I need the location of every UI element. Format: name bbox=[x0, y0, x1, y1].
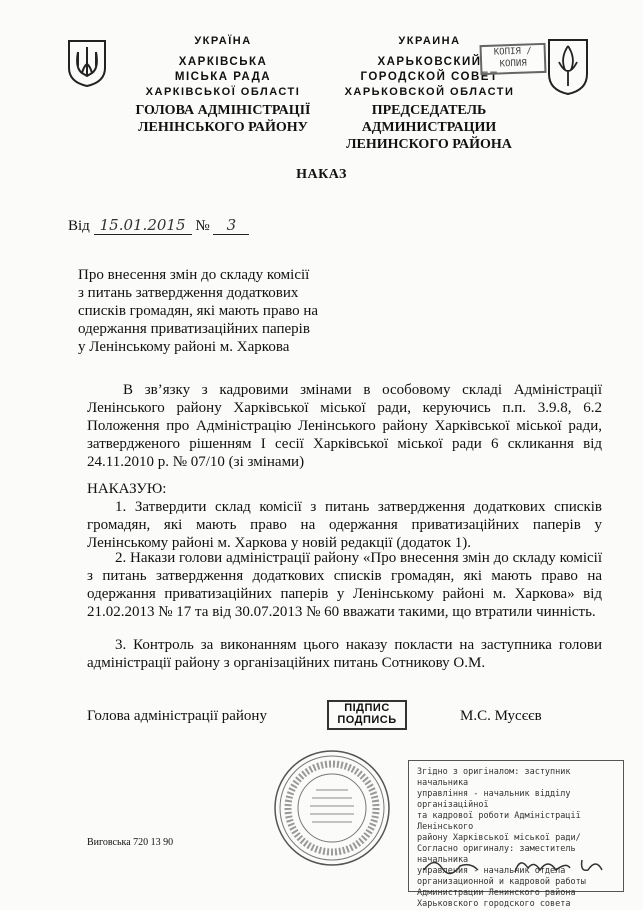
approval-line-5: Согласно оригиналу: заместитель начальника bbox=[417, 844, 576, 865]
approval-line-3: та кадрової роботи Адміністрації Ленінського bbox=[417, 811, 581, 832]
approval-line-4: району Харківської міської ради/ bbox=[417, 833, 581, 843]
subject-line-2: з питань затвердження додаткових bbox=[78, 285, 299, 301]
round-seal bbox=[272, 748, 392, 868]
document-date: 15.01.2015 bbox=[94, 216, 192, 235]
document-title: НАКАЗ bbox=[296, 167, 347, 182]
signature-stamp-line-2: ПОДПИСЬ bbox=[337, 714, 397, 726]
executor: Виговська 720 13 90 bbox=[87, 837, 174, 848]
approval-line-7: организационной и кадровой работы bbox=[417, 877, 586, 887]
copy-stamp bbox=[479, 43, 546, 75]
header-right-office-2: ЛЕНИНСКОГО РАЙОНА bbox=[346, 137, 512, 152]
date-prefix: Від bbox=[68, 218, 90, 234]
item-1: 1. Затвердити склад комісії з питань затвердження додаткових списків громадян, які мають право на одержання приватизаційних паперів у Ленінському районі м. Харкова у новій редакції (додаток 1). bbox=[87, 499, 602, 551]
coat-of-arms-ukraine bbox=[66, 38, 108, 88]
header-left-council-1: ХАРКІВСЬКА bbox=[178, 56, 268, 68]
preamble: В зв’язку з кадровими змінами в особовому складі Адміністрації Ленінського району Харківської міської ради, керуючись п.п. 3.9.8, 6.2 Положення про Адміністрацію Ленінського району Харківської міської ради, затвердженого рішенням І сесії Харківської міської ради 6 скликання від 24.11.2010 р. № 07/10 (зі змінами) bbox=[87, 382, 602, 470]
header-left bbox=[138, 34, 308, 100]
header-left-office-1: ГОЛОВА АДМІНІСТРАЦІЇ bbox=[135, 103, 311, 118]
date-line bbox=[68, 216, 249, 235]
header-right-country: УКРАИНА bbox=[398, 35, 461, 47]
handwritten-signature bbox=[420, 852, 610, 878]
header-right-council-2: ГОРОДСКОЙ СОВЕТ bbox=[360, 71, 499, 83]
signature-stamp-line-1: ПІДПИС bbox=[344, 702, 390, 714]
header-left-country: УКРАЇНА bbox=[194, 35, 252, 47]
header-right-office bbox=[318, 102, 540, 153]
subject-line-4: одержання приватизаційних паперів bbox=[78, 321, 310, 337]
order-word: НАКАЗУЮ: bbox=[87, 481, 167, 497]
header-right-council-3: ХАРЬКОВСКОЙ ОБЛАСТИ bbox=[344, 86, 515, 98]
subject-line-1: Про внесення змін до складу комісії bbox=[78, 267, 310, 283]
approval-line-6: управления - начальник отдела bbox=[417, 866, 566, 876]
header-left-council-3: ХАРКІВСЬКОЇ ОБЛАСТІ bbox=[145, 86, 301, 98]
approval-line-9: Харьковского городского совета bbox=[417, 899, 571, 909]
header-left-office bbox=[128, 102, 318, 136]
number-label: № bbox=[195, 218, 210, 234]
signature-stamp bbox=[327, 700, 407, 730]
header-right-council-1: ХАРЬКОВСКИЙ bbox=[377, 56, 482, 68]
subject-line-3: списків громадян, які мають право на bbox=[78, 303, 319, 319]
approval-line-8: Администрации Ленинского района bbox=[417, 888, 576, 898]
coat-of-arms-kharkiv bbox=[545, 36, 591, 96]
item-3: 3. Контроль за виконанням цього наказу покласти на заступника голови адміністрації району з організаційних питань Сотникову О.М. bbox=[87, 637, 602, 671]
header-left-office-2: ЛЕНІНСЬКОГО РАЙОНУ bbox=[138, 120, 308, 135]
item-2: 2. Накази голови адміністрації району «Про внесення змін до складу комісії з питань затвердження додаткових списків громадян, які мають право на одержання приватизаційних паперів у Ленінському районі м. Харкова» від 21.02.2013 № 17 та від 30.07.2013 № 60 вважати такими, що втратили чинність. bbox=[87, 550, 602, 620]
header-left-council-2: МІСЬКА РАДА bbox=[174, 71, 272, 83]
subject-block bbox=[78, 266, 358, 356]
header-right-office-1: ПРЕДСЕДАТЕЛЬ АДМИНИСТРАЦИИ bbox=[361, 103, 497, 135]
approval-line-1: Згідно з оригіналом: заступник начальника bbox=[417, 767, 571, 788]
document-number: 3 bbox=[213, 216, 249, 235]
signature-position: Голова адміністрації району bbox=[87, 708, 267, 724]
subject-line-5: у Ленінському районі м. Харкова bbox=[78, 339, 290, 355]
copy-stamp-text: КОПІЯ / КОПИЯ bbox=[493, 46, 532, 70]
approval-line-2: управління - начальник відділу організаційної bbox=[417, 789, 571, 810]
signatory-name: М.С. Мусєєв bbox=[460, 708, 542, 724]
